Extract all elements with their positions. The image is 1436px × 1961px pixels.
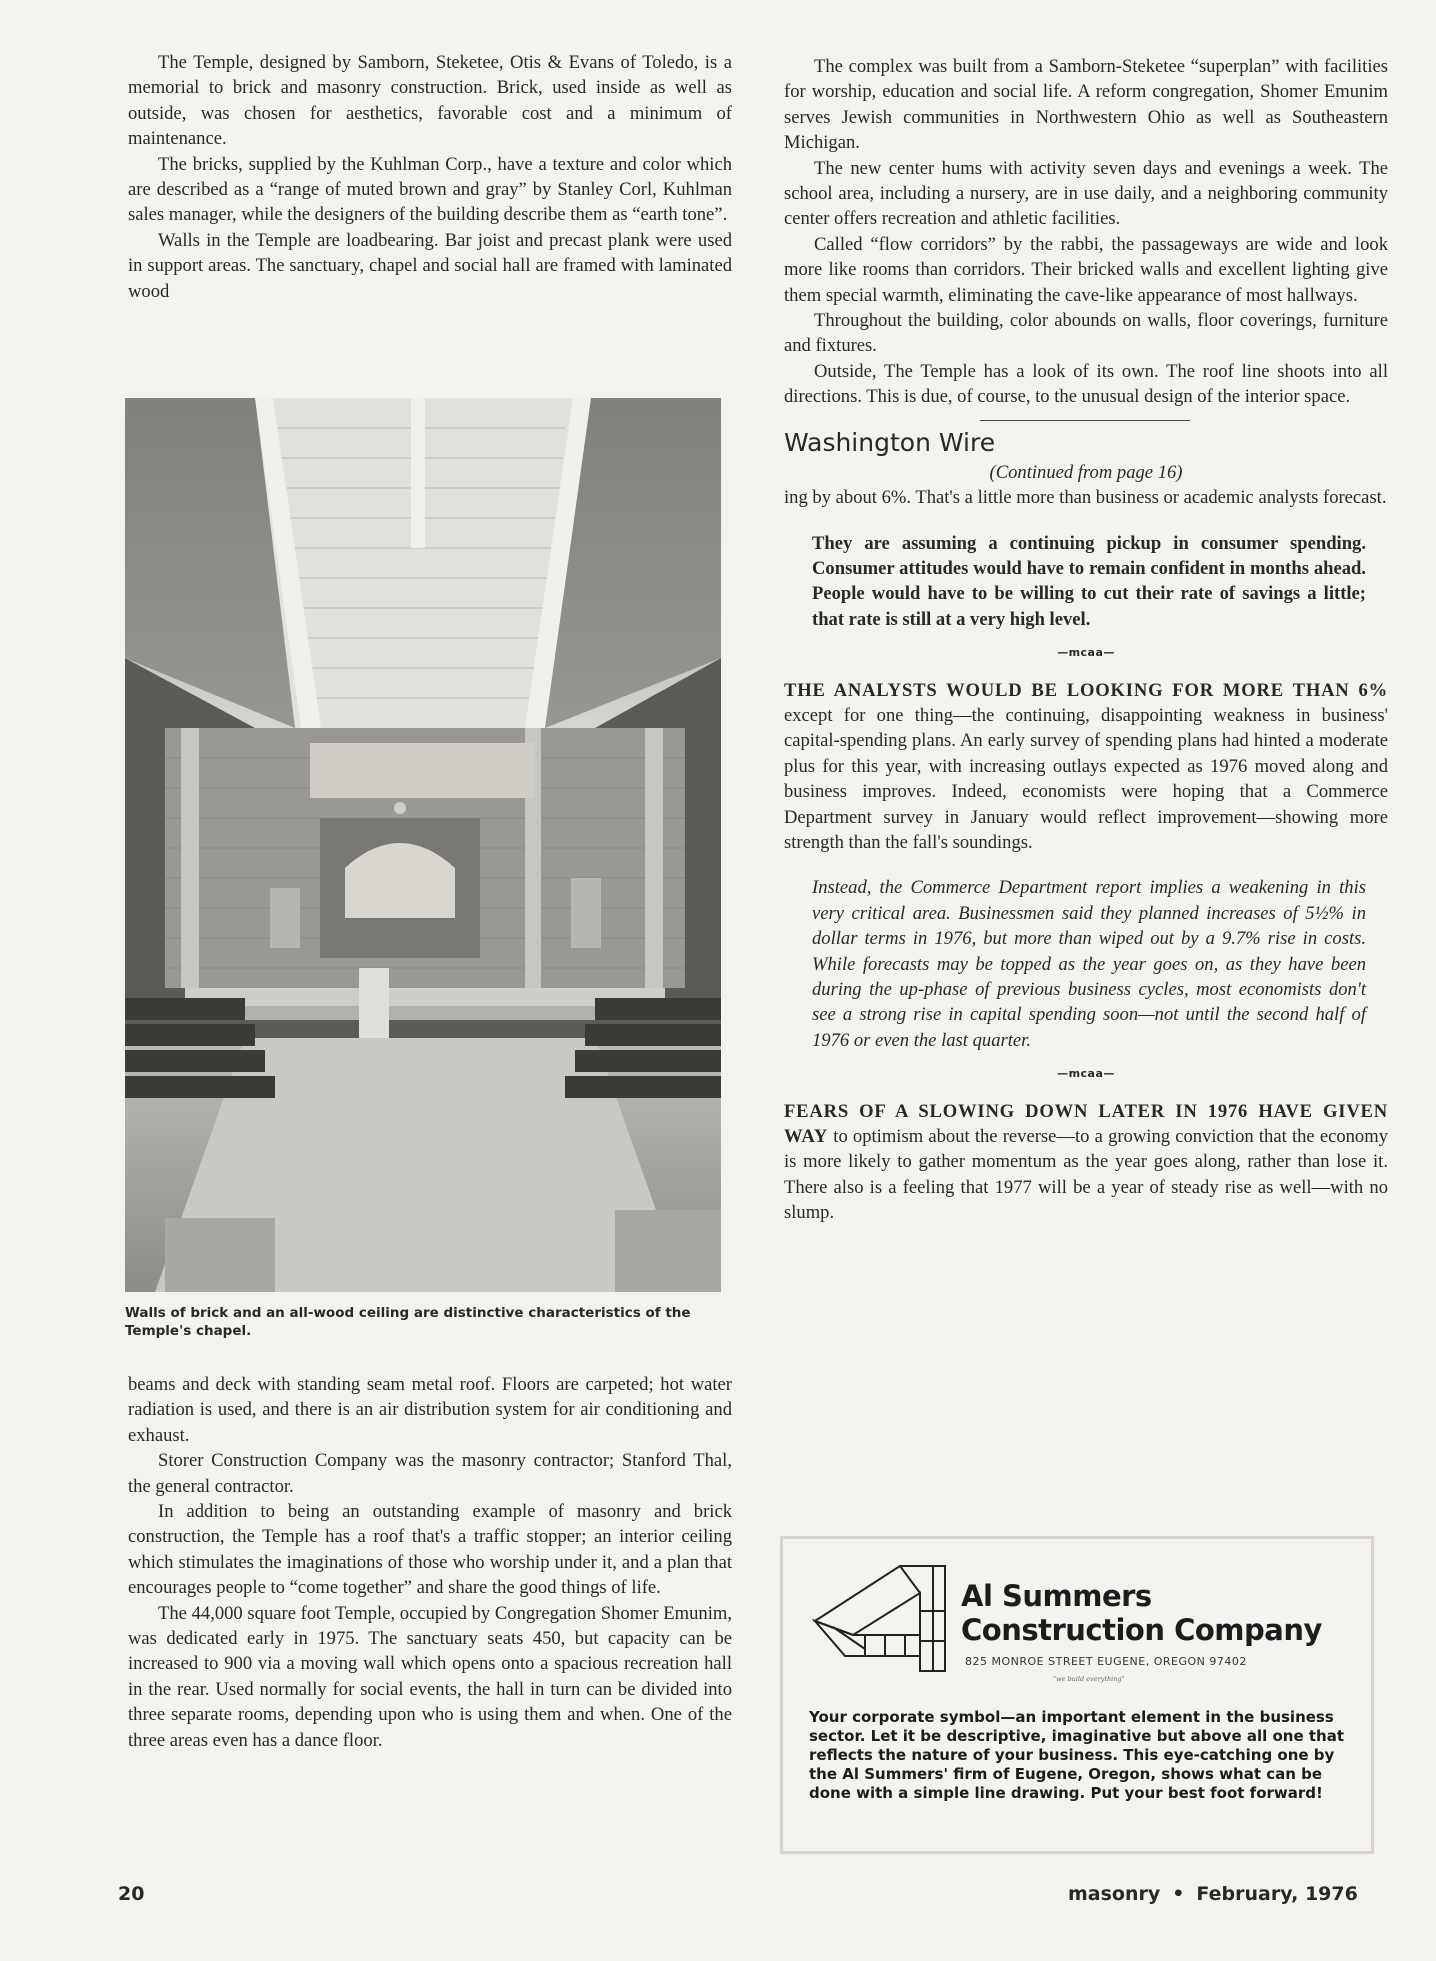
company-name-line2: Construction Company xyxy=(961,1613,1322,1647)
wire-italic-paragraph: Instead, the Commerce Department report implies a weakening in this very critical area. Businessmen said they planned increases of 5½% in dollar terms in 1976, but more than wiped out by a 9.7% rise in costs. While forecasts may be topped as the year goes on, as they have been during the up-phase of previous business cycles, most economists don't see a strong rise in capital spending soon—not until the second half of 1976 or even the last quarter. xyxy=(812,877,1366,1051)
heading-rule xyxy=(980,420,1190,421)
paragraph: Outside, The Temple has a look of its own. The roof line shoots into all directions. This is due, of course, to the unusual design of the interior space. xyxy=(784,360,1388,408)
company-address: 825 MONROE STREET EUGENE, OREGON 97402 xyxy=(965,1655,1247,1668)
wire-bold-paragraph: They are assuming a continuing pickup in consumer spending. Consumer attitudes would have to remain confident in months ahead. People would have to be willing to cut their rate of savings a little; that rate is still at a very high level. xyxy=(812,532,1366,630)
paragraph: The bricks, supplied by the Kuhlman Corp., have a texture and color which are described as a “range of muted brown and gray” by Stanley Corl, Kuhlman sales manager, while the designers of the building describe them as “earth tone”. xyxy=(128,153,732,226)
page-number: 20 xyxy=(118,1883,145,1905)
paragraph: beams and deck with standing seam metal roof. Floors are carpeted; hot water radiation is used, and there is an air distribution system for air conditioning and exhaust. xyxy=(128,1374,732,1446)
paragraph: The Temple, designed by Samborn, Steketee, Otis & Evans of Toledo, is a memorial to brick and masonry construction. Brick, used inside as well as outside, was chosen for aesthetics, favorable cost and a minimum of maintenance. xyxy=(128,52,732,150)
left-column-bottom xyxy=(128,1372,732,1753)
paragraph: Storer Construction Company was the masonry contractor; Stanford Thal, the general contractor. xyxy=(128,1450,732,1497)
publication-name: masonry xyxy=(1068,1883,1161,1905)
publication-footer xyxy=(1068,1883,1358,1905)
wire-intro: ing by about 6%. That's a little more than business or academic analysts forecast. xyxy=(784,487,1387,509)
section-separator: —mcaa— xyxy=(1057,646,1115,660)
right-column xyxy=(784,54,1388,1226)
bullet-icon: • xyxy=(1172,1883,1185,1905)
issue-date: February, 1976 xyxy=(1196,1883,1358,1905)
ad-copy: Your corporate symbol—an important element in the business sector. Let it be descriptive, imaginative but above all one that reflects the nature of your business. This eye-catching one by the Al Summers' firm of Eugene, Oregon, shows what can be done with a simple line drawing. Put your best foot forward! xyxy=(809,1708,1344,1802)
company-name xyxy=(961,1579,1322,1647)
section-separator: —mcaa— xyxy=(1057,1067,1115,1081)
chapel-photo xyxy=(125,398,721,1292)
wire-paragraph-fears xyxy=(784,1099,1388,1226)
paragraph: Called “flow corridors” by the rabbi, the passageways are wide and look more like rooms than corridors. Their bricked walls and excellent lighting give them special warmth, eliminating the cave-like appearance of most hallways. xyxy=(784,233,1388,306)
wire-paragraph-analysts xyxy=(784,678,1388,856)
paragraph: The new center hums with activity seven days and evenings a week. The school area, including a nursery, are in use daily, and a neighboring community center offers recreation and athletic facilities. xyxy=(784,157,1388,230)
impossible-triangle-logo-icon xyxy=(805,1551,955,1681)
paragraph-rest: except for one thing—the continuing, disappointing weakness in business' capital-spending plans. An early survey of spending plans had hinted a moderate plus for this year, with increasing outlays expected as 1976 moved along and business improves. Indeed, economists were hoping that a Commerce Department survey in January would reflect improvement—showing more strength than the fall's soundings. xyxy=(784,704,1388,853)
washington-wire-title: Washington Wire xyxy=(784,427,996,457)
left-column-top xyxy=(128,50,732,304)
photo-caption: Walls of brick and an all-wood ceiling are distinctive characteristics of the Temple's chapel. xyxy=(125,1305,691,1339)
company-name-line1: Al Summers xyxy=(961,1579,1152,1613)
paragraph: Throughout the building, color abounds on walls, floor coverings, furniture and fixtures. xyxy=(784,310,1388,357)
chapel-photo-illustration xyxy=(125,398,721,1292)
paragraph: The 44,000 square foot Temple, occupied by Congregation Shomer Emunim, was dedicated early in 1975. The sanctuary seats 450, but capacity can be increased to 900 via a moving wall which opens onto a spacious recreation hall in the rear. Used normally for social events, the hall in turn can be divided into three separate rooms, depending upon who is using them and when. One of the three areas even has a dance floor. xyxy=(128,1602,732,1751)
paragraph: Walls in the Temple are loadbearing. Bar joist and precast plank were used in support areas. The sanctuary, chapel and social hall are framed with laminated wood xyxy=(128,229,732,302)
paragraph: In addition to being an outstanding example of masonry and brick construction, the Temple has a roof that's a traffic stopper; an interior ceiling which stimulates the imaginations of those who worship under it, and a plan that encourages people to “come together” and share the good things of life. xyxy=(128,1501,732,1599)
paragraph: The complex was built from a Samborn-Steketee “superplan” with facilities for worship, education and social life. A reform congregation, Shomer Emunim serves Jewish communities in Northwestern Ohio as well as Southeastern Michigan. xyxy=(784,56,1388,154)
al-summers-ad xyxy=(780,1536,1374,1854)
continued-note: (Continued from page 16) xyxy=(989,461,1183,483)
lead-caps: FEARS OF A SLOWING DOWN LATER IN 1976 HAVE GIVEN WAY xyxy=(784,1100,1388,1148)
paragraph-rest: to optimism about the reverse—to a growing conviction that the economy is more likely to gather momentum as the year goes along, rather than lose it. There also is a feeling that 1977 will be a year of steady rise as well—with no slump. xyxy=(784,1126,1388,1224)
company-tagline: "we build everything" xyxy=(1053,1675,1125,1683)
lead-caps: THE ANALYSTS WOULD BE LOOKING FOR MORE THAN 6% xyxy=(784,679,1388,701)
washington-wire-heading xyxy=(784,428,1388,458)
